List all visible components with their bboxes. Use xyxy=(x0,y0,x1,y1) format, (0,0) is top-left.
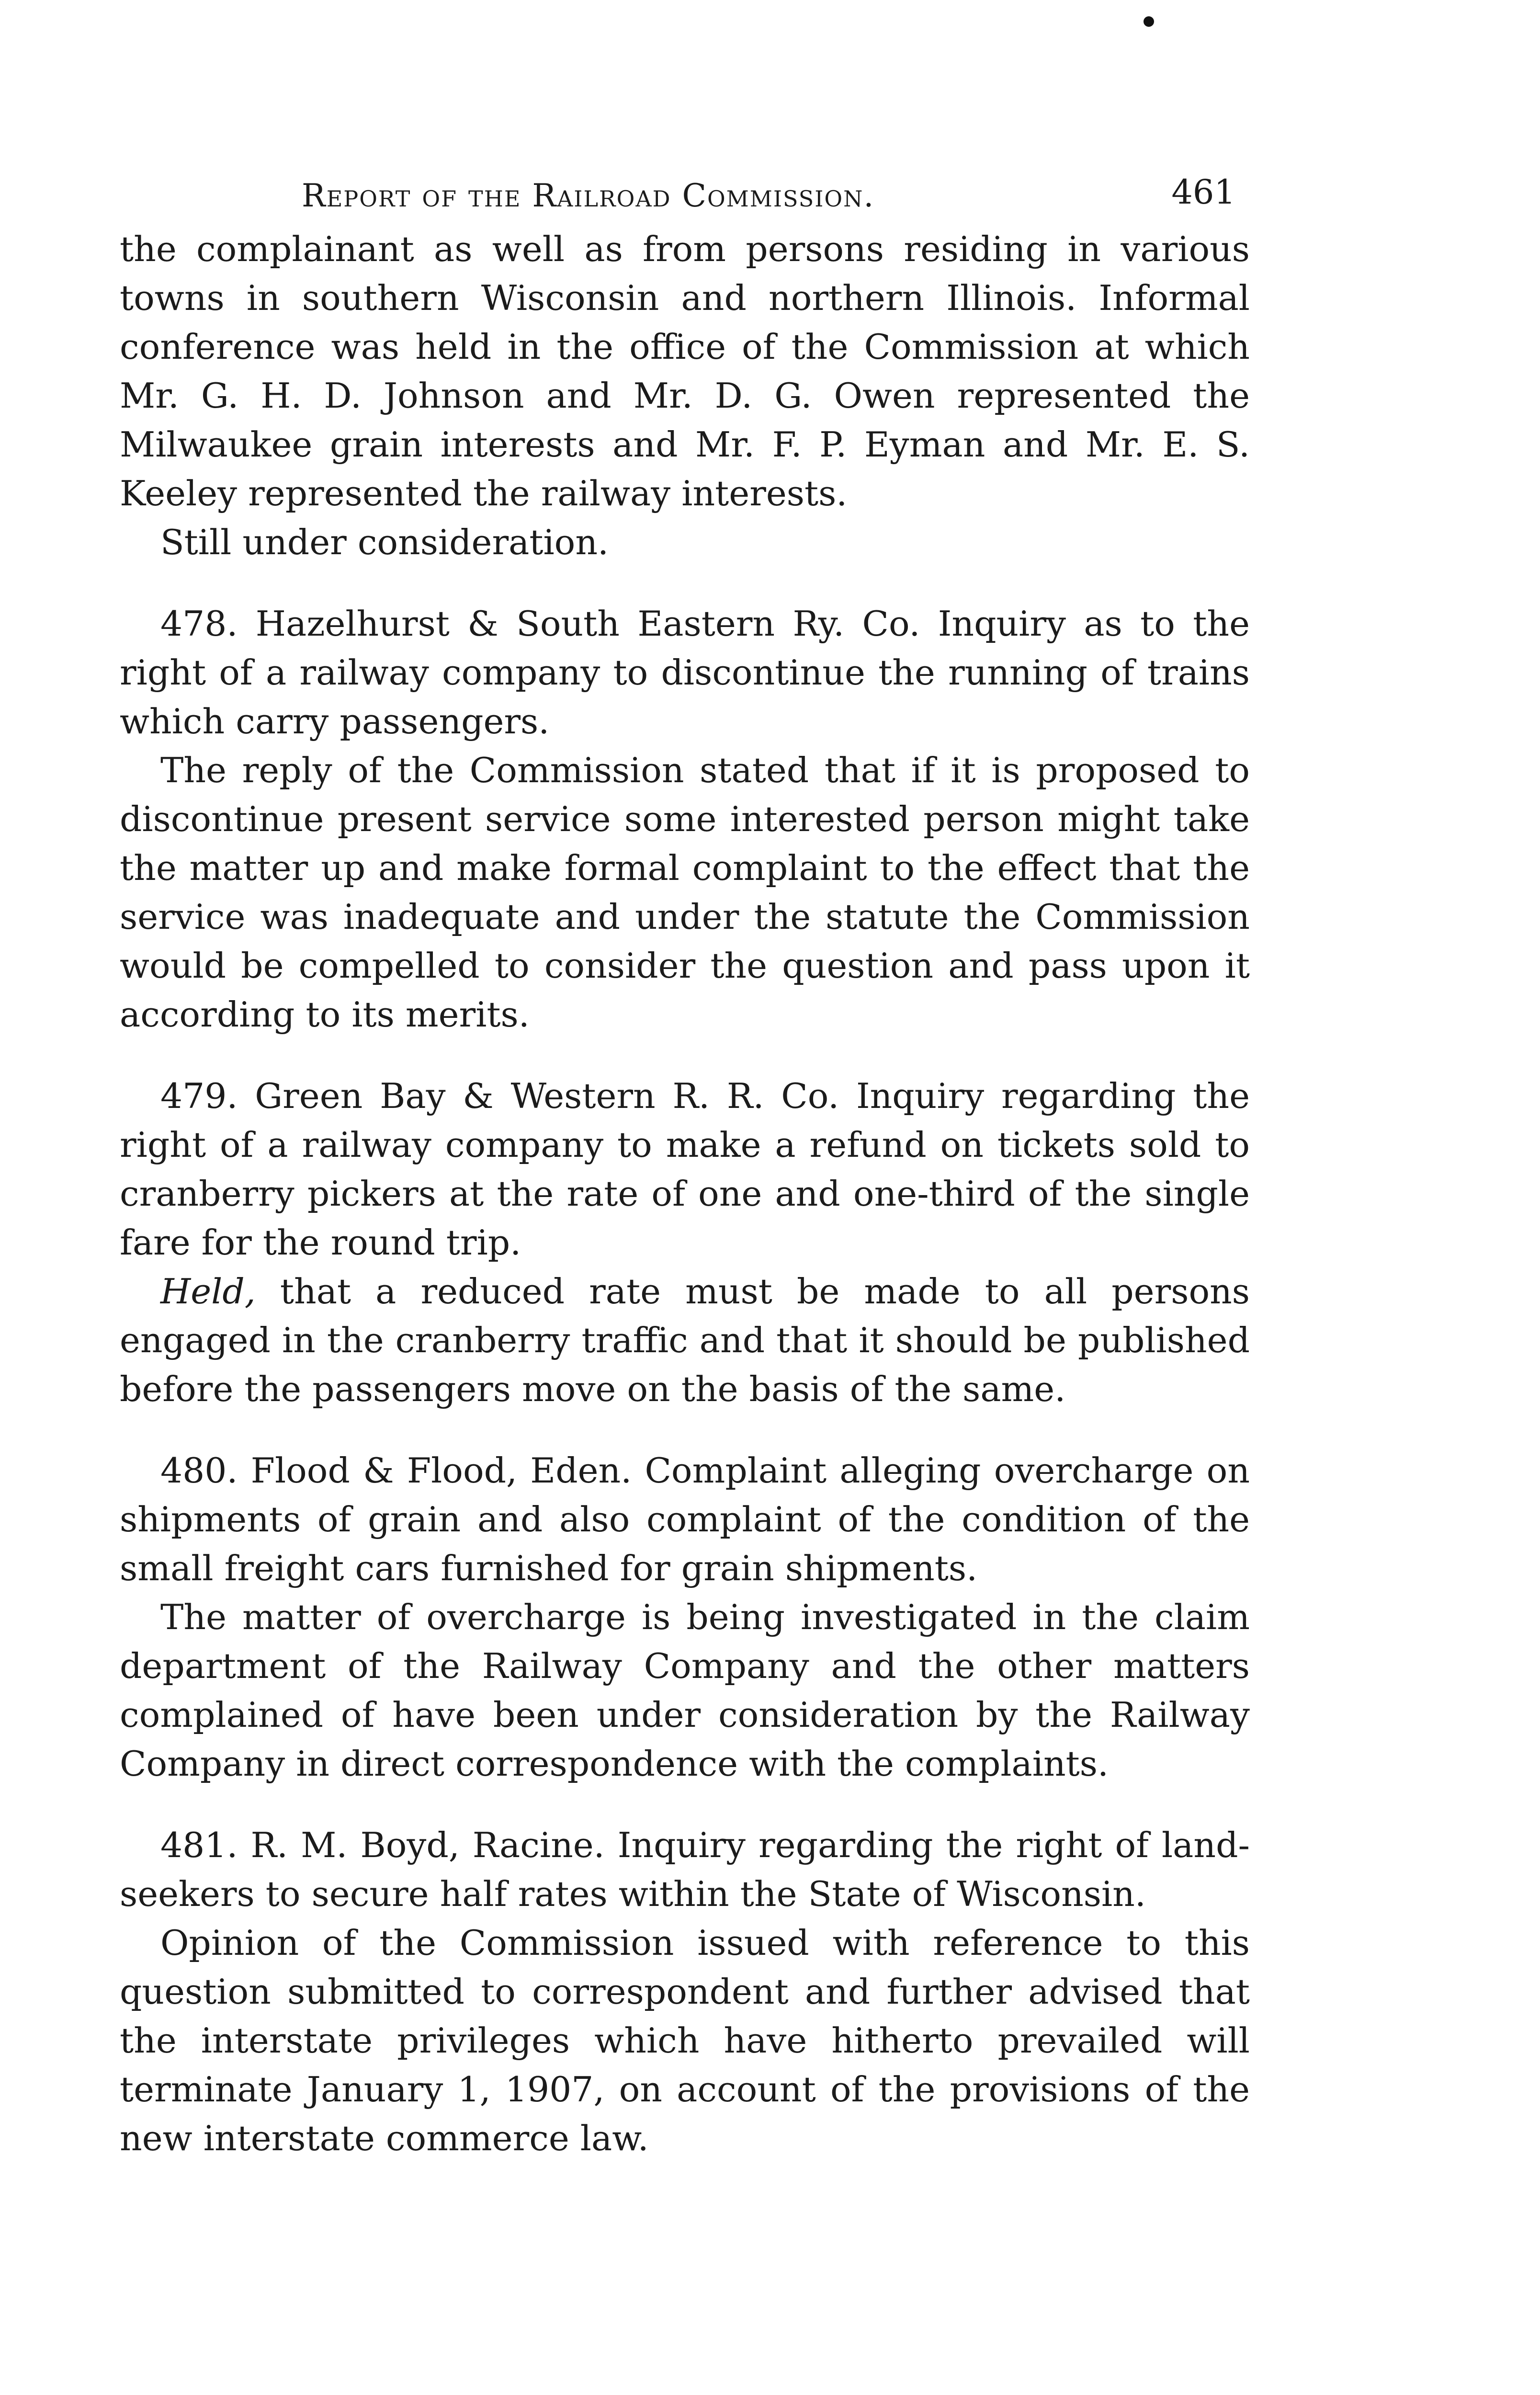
ruling-text: that a reduced rate must be made to all persons engaged in the cranberry traffic and that it should be published before the passengers move on the basis of the same. xyxy=(120,1272,1250,1410)
entry-478 xyxy=(120,600,1250,1039)
stray-ink-dot xyxy=(1144,16,1154,27)
continued-status: Still under consideration. xyxy=(160,523,609,563)
entry-summary xyxy=(120,1072,1250,1267)
entry-480 xyxy=(120,1447,1250,1789)
entry-summary-text: Hazelhurst & South Eastern Ry. Co. Inquiry as to the right of a railway company to discontinue the running of trains which carry passengers. xyxy=(120,604,1250,742)
document-page xyxy=(120,158,1250,2163)
entry-ruling: Opinion of the Commission issued with reference to this question submitted to correspondent and further advised that the interstate privileges which have hitherto prevailed will terminate January 1, 1907, on account of the provisions of the new interstate commerce law. xyxy=(120,1923,1250,2159)
page-number: 461 xyxy=(1171,172,1235,212)
entry-summary-text: Flood & Flood, Eden. Complaint alleging overcharge on shipments of grain and also complaint of the condition of the small freight cars furnished for grain shipments. xyxy=(120,1451,1250,1589)
ruling-lead: Held, xyxy=(160,1272,256,1312)
running-head xyxy=(120,158,1250,225)
continued-paragraph: the complainant as well as from persons residing in various towns in southern Wisconsin and northern Illinois. Informal conference was held in the office of the Commission at which Mr. G. H. D. Johnson and Mr. D. G. Owen represented the Milwaukee grain interests and Mr. F. P. Eyman and Mr. E. S. Keeley represented the railway interests. xyxy=(120,229,1250,514)
entry-summary-text: Green Bay & Western R. R. Co. Inquiry regarding the right of a railway company to make a refund on tickets sold to cranberry pickers at the rate of one and one-third of the single fare for the round trip. xyxy=(120,1076,1250,1263)
entry-summary xyxy=(120,600,1250,746)
entry-number: 481. xyxy=(160,1825,238,1866)
entry-ruling xyxy=(120,1267,1250,1414)
entry-479 xyxy=(120,1072,1250,1414)
entry-summary-text: R. M. Boyd, Racine. Inquiry regarding the right of land-seekers to secure half rates within the State of Wisconsin. xyxy=(120,1825,1250,1915)
running-title: Report of the Railroad Commission. xyxy=(302,177,875,214)
entry-ruling: The matter of overcharge is being investigated in the claim department of the Railway Company and the other matters complained of have been under consideration by the Railway Company in direct correspondence with the complaints. xyxy=(120,1597,1250,1784)
entry-summary xyxy=(120,1447,1250,1593)
entry-number: 478. xyxy=(160,604,238,644)
entry-summary xyxy=(120,1821,1250,1919)
entry-number: 480. xyxy=(160,1451,238,1491)
entry-481 xyxy=(120,1821,1250,2163)
entry-ruling: The reply of the Commission stated that if it is proposed to discontinue present service some interested person might take the matter up and make formal complaint to the effect that the service was inadequate and under the statute the Commission would be compelled to consider the question and pass upon it according to its merits. xyxy=(120,751,1250,1035)
continued-entry xyxy=(120,225,1250,567)
entry-number: 479. xyxy=(160,1076,238,1117)
